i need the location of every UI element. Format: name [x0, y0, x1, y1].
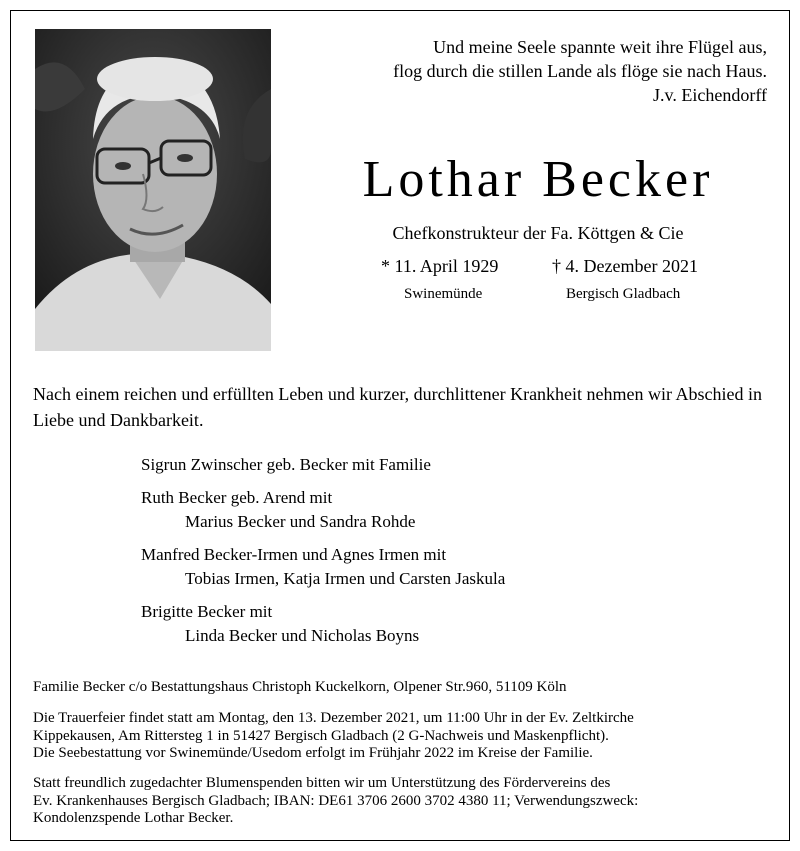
donation-info: [33, 775, 638, 828]
funeral-info: [33, 710, 634, 763]
death-date: † 4. Dezember 2021: [552, 256, 698, 276]
mourner-main: Brigitte Becker mit: [141, 602, 273, 621]
funeral-line: Die Seebestattung vor Swinemünde/Usedom erfolgt im Frühjahr 2022 im Kreise der Familie.: [33, 745, 593, 761]
obituary-frame: [10, 10, 790, 841]
intro-text: Nach einem reichen und erfüllten Leben und kurzer, durchlittener Krankheit nehmen wir Abschied in Liebe und Dankbarkeit.: [33, 384, 763, 430]
quote-line: flog durch die stillen Lande als flöge sie nach Haus.: [393, 61, 767, 81]
mourner-main: Sigrun Zwinscher geb. Becker mit Familie: [141, 455, 431, 474]
deceased-name: Lothar Becker: [362, 151, 714, 208]
deceased-occupation: Chefkonstrukteur der Fa. Köttgen & Cie: [392, 223, 684, 243]
mourner-sub: Tobias Irmen, Katja Irmen und Carsten Jaskula: [185, 569, 506, 588]
mourner-group: [141, 486, 505, 534]
mourner-group: [141, 453, 505, 477]
birth-date: * 11. April 1929: [381, 256, 499, 276]
poem-quote: [393, 35, 767, 107]
mourner-main: Manfred Becker-Irmen und Agnes Irmen mit: [141, 545, 447, 564]
donation-line: Statt freundlich zugedachter Blumenspenden bitten wir um Unterstützung des Fördervereins des: [33, 775, 611, 791]
quote-author: J.v. Eichendorff: [653, 85, 767, 105]
funeral-line: Kippekausen, Am Rittersteg 1 in 51427 Bergisch Gladbach (2 G-Nachweis und Maskenpflicht).: [33, 727, 609, 744]
portrait-photo-image: [35, 29, 271, 351]
family-address: Familie Becker c/o Bestattungshaus Christoph Kuckelkorn, Olpener Str.960, 51109 Köln: [33, 679, 567, 695]
mourners-list: [141, 453, 505, 657]
donation-line: Ev. Krankenhauses Bergisch Gladbach; IBAN: DE61 3706 2600 3702 4380 11; Verwendungszweck:: [33, 792, 639, 809]
mourner-main: Ruth Becker geb. Arend mit: [141, 488, 333, 507]
mourner-sub: Marius Becker und Sandra Rohde: [185, 512, 416, 531]
quote-line: Und meine Seele spannte weit ihre Flügel aus,: [433, 37, 767, 57]
mourner-sub: Linda Becker und Nicholas Boyns: [185, 626, 420, 645]
mourner-group: [141, 543, 505, 591]
birth-place: Swinemünde: [404, 286, 483, 302]
portrait-photo: [35, 29, 271, 351]
donation-line: Kondolenzspende Lothar Becker.: [33, 810, 234, 826]
mourner-group: [141, 600, 505, 648]
death-place: Bergisch Gladbach: [566, 286, 681, 302]
funeral-line: Die Trauerfeier findet statt am Montag, den 13. Dezember 2021, um 11:00 Uhr in der Ev. Zeltkirche: [33, 710, 634, 726]
